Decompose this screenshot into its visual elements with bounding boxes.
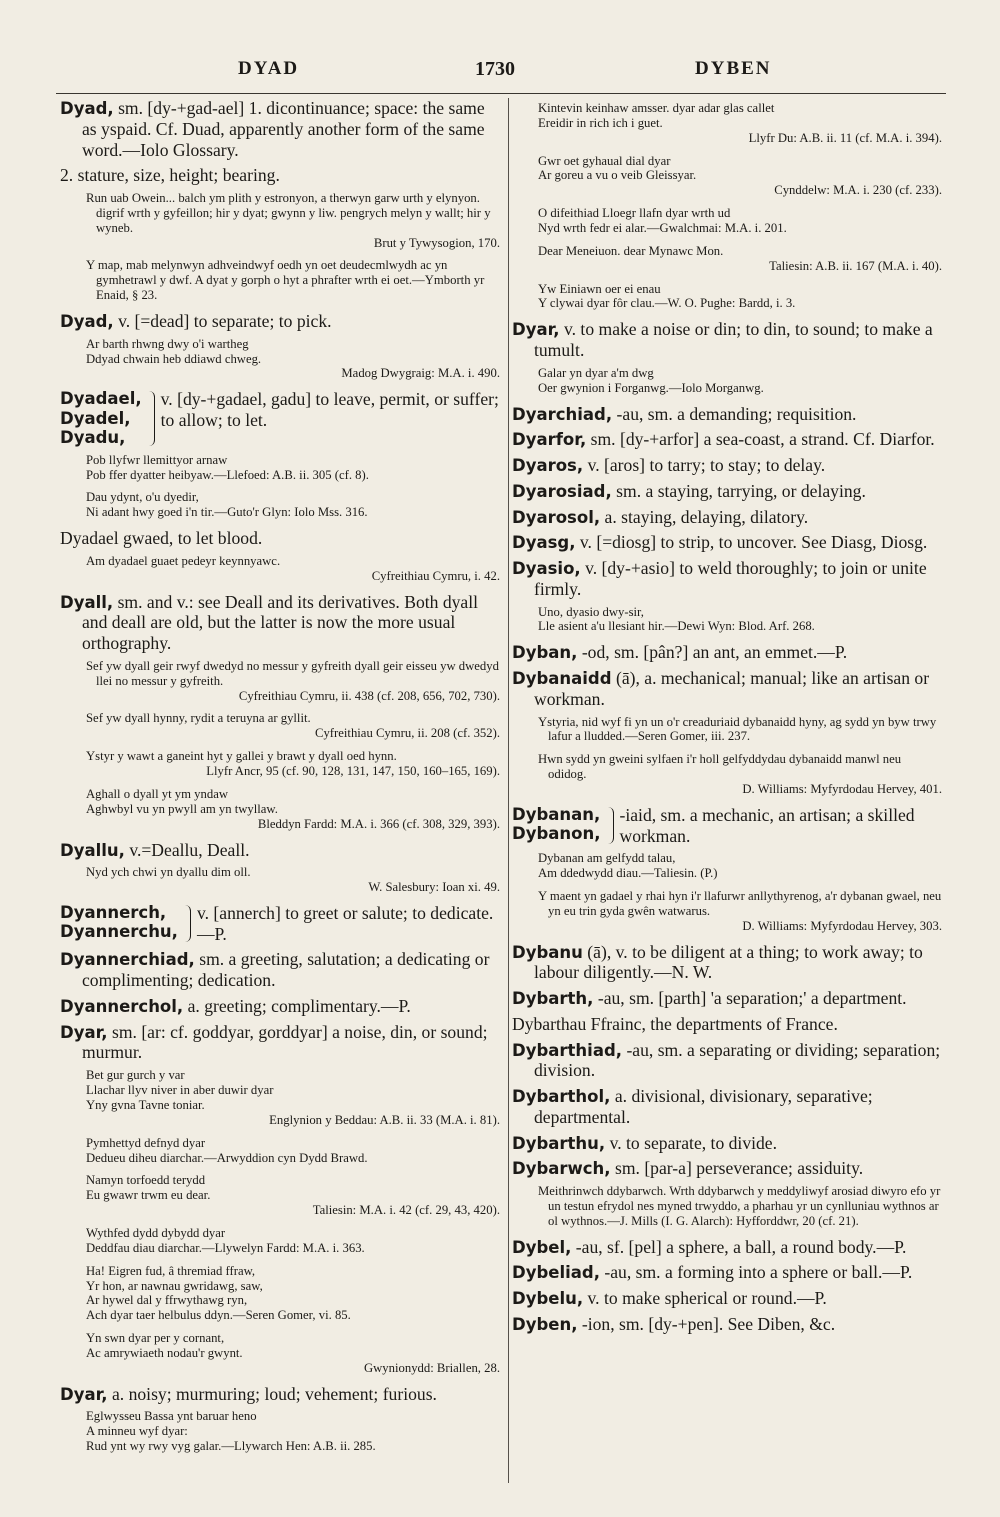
running-head (30, 58, 970, 88)
column-divider (508, 98, 509, 1483)
citation-line: Am dyadael guaet pedeyr keynnyawc. (86, 553, 281, 568)
headword: Dyarfor, (512, 430, 587, 450)
citation-line: Ac amrywiaeth nodau'r gwynt. (86, 1345, 243, 1360)
citation (86, 1331, 500, 1376)
citation-source: Brut y Tywysogion, 170. (373, 235, 500, 250)
citation (538, 244, 942, 274)
citation-line: Gwr oet gyhaual dial dyar (538, 153, 671, 168)
definition: -od, sm. [pân?] an ant, an emmet.—P. (581, 642, 848, 663)
citation-line: Hwn sydd yn gweini sylfaen i'r holl gelfyddydau dybanaidd manwl neu odidog. (538, 752, 902, 782)
dictionary-entry (512, 668, 942, 710)
dictionary-entry (512, 1314, 942, 1335)
headword: Dyadu, (60, 428, 126, 448)
citation-line: Ystyria, nid wyf fi yn un o'r creaduriaid dybanaidd hyny, ag sydd yn byw trwy lafur a lludded.—Seren Gomer, iii. 237. (538, 714, 937, 744)
citation-line: Dau ydynt, o'u dyedir, (86, 490, 199, 505)
dictionary-entry (512, 1288, 942, 1309)
definition: a. divisional, divisionary, separative; departmental. (534, 1086, 873, 1127)
citation (86, 865, 500, 895)
definition: -au, sm. a forming into a sphere or ball.—P. (604, 1262, 913, 1283)
dictionary-entry (60, 949, 500, 991)
sub-sense: Dyadael gwaed, to let blood. (60, 528, 263, 549)
citation-line: Dybanan am gelfydd talau, (538, 851, 676, 866)
definition: sm. a greeting, salutation; a dedicating or complimenting; dedication. (82, 949, 490, 991)
headword: Dyall, (60, 592, 114, 612)
citation-source: Madog Dwygraig: M.A. i. 490. (341, 366, 500, 381)
headword: Dyannerchol, (60, 996, 184, 1016)
citation (86, 337, 500, 382)
headword: Dyban, (512, 643, 578, 663)
headword: Dybarthol, (512, 1087, 611, 1107)
citation-line: Bet gur gurch y var (86, 1068, 185, 1083)
citation-line: Namyn torfoedd terydd (86, 1173, 206, 1188)
citation (86, 1409, 500, 1454)
definition: a. greeting; complimentary.—P. (187, 995, 411, 1016)
dictionary-entry (60, 98, 500, 160)
dictionary-entry (60, 1022, 500, 1064)
dictionary-entry (512, 558, 942, 600)
citation (538, 101, 942, 146)
dictionary-entry (512, 1133, 942, 1154)
citation-line: Nyd ych chwi yn dyallu dim oll. (86, 865, 251, 880)
headword: Dyaros, (512, 456, 584, 476)
citation-line: Eglwysseu Bassa ynt baruar heno (86, 1409, 257, 1424)
citation (538, 605, 942, 635)
definition: (ā), v. to be diligent at a thing; to work away; to labour diligently.—N. W. (534, 941, 923, 983)
headword: Dyannerchu, (60, 922, 178, 942)
definition: sm. [dy-+arfor] a sea-coast, a strand. Cf. Diarfor. (590, 429, 935, 450)
citation (86, 490, 500, 520)
headword: Dyarosol, (512, 507, 601, 527)
citation-line: Aghwbyl vu yn pwyll am yn twyllaw. (86, 801, 278, 816)
citation-source: Englynion y Beddau: A.B. ii. 33 (M.A. i. 81). (269, 1112, 500, 1127)
citation-source: Cyfreithiau Cymru, ii. 208 (cf. 352). (315, 726, 500, 741)
dictionary-entry (512, 942, 942, 984)
headword: Dyad, (60, 99, 114, 118)
definition: v. to make spherical or round.—P. (587, 1288, 827, 1309)
citation-line: Lle asient a'u llesiant hir.—Dewi Wyn: Blod. Arf. 268. (538, 619, 815, 634)
headword: Dybarth, (512, 989, 594, 1009)
definition: a. staying, delaying, dilatory. (604, 506, 809, 527)
citation-line: Dear Meneiuon. dear Mynawc Mon. (538, 243, 724, 258)
citation-line: Y maent yn gadael y rhai hyn i'r llafurwr anllythyrenog, a'r dybanan gwael, neu yn eu trin gyda gwên watwarus. (538, 889, 942, 918)
citation-line: Pymhettyd defnyd dyar (86, 1135, 206, 1150)
citation-source: Cyfreithiau Cymru, i. 42. (371, 568, 500, 583)
citation-line: Pob ffer dyatter heibyaw.—Llefoed: A.B. ii. 305 (cf. 8). (86, 467, 369, 482)
grouped-entry (512, 805, 942, 847)
citation-line: Yr hon, ar nawnau gwridawg, saw, (86, 1278, 263, 1293)
citation-source: D. Williams: Myfyrdodau Hervey, 303. (742, 918, 942, 933)
definition: a. noisy; murmuring; loud; vehement; furious. (111, 1383, 437, 1404)
citation-line: Wythfed dydd dybydd dyar (86, 1225, 226, 1240)
dictionary-entry (512, 507, 942, 528)
citation-line: Sef yw dyall geir rwyf dwedyd no messur y gyfreith dyall geir eisseu yw dwedyd llei no messur y gyfreith. (86, 658, 499, 688)
headword: Dyarosiad, (512, 481, 612, 501)
headword: Dybarthu, (512, 1133, 606, 1153)
citation (86, 258, 500, 303)
citation-source: D. Williams: Myfyrdodau Hervey, 401. (742, 781, 942, 796)
citation-line: Am ddedwydd diau.—Taliesin. (P.) (538, 866, 718, 881)
definition: -au, sm. [parth] 'a separation;' a department. (597, 988, 907, 1009)
citation-source: Llyfr Ancr, 95 (cf. 90, 128, 131, 147, 150, 160–165, 169). (206, 764, 500, 779)
definition: v. [dy-+gadael, gadu] to leave, permit, or suffer; to allow; to let. (160, 389, 499, 431)
dictionary-entry (512, 429, 942, 450)
citation-line: Uno, dyasio dwy-sir, (538, 604, 644, 619)
citation (86, 453, 500, 483)
citation-line: Yny gvna Tavne toniar. (86, 1097, 205, 1112)
headword: Dyar, (60, 1384, 108, 1404)
dictionary-entry (512, 481, 942, 502)
dictionary-entry (512, 404, 942, 425)
headword: Dybeliad, (512, 1263, 600, 1283)
citation-line: Ar hywel dal y ffrwythawg ryn, (86, 1293, 248, 1308)
definition: v. [=diosg] to strip, to uncover. See Diasg, Diosg. (579, 532, 928, 553)
headword: Dyarchiad, (512, 404, 613, 424)
citation (538, 154, 942, 199)
headword: Dyannerchiad, (60, 950, 195, 970)
headword: Dyar, (512, 320, 560, 340)
headword: Dyannerch, (60, 902, 167, 922)
page-number: 1730 (475, 58, 515, 80)
citation (86, 659, 500, 704)
citation-line: Run uab Owein... balch ym plith y estronyon, a therwyn garw urth y elynyon. digrif wrth y gyfeillon; hir y dyat; gwynn y liw. pengrych melyn y wallt; hir y wyneb. (86, 191, 491, 235)
dictionary-entry (512, 532, 942, 553)
citation-line: Deddfau diau diarchar.—Llywelyn Fardd: M.A. i. 363. (86, 1240, 365, 1255)
citation-line: Ddyad chwain heb ddiawd chweg. (86, 351, 262, 366)
citation-source: Taliesin: M.A. i. 42 (cf. 29, 43, 420). (312, 1203, 500, 1218)
citation-line: Y clywai dyar fôr clau.—W. O. Pughe: Bardd, i. 3. (538, 296, 796, 311)
definition: -au, sm. a separating or dividing; separation; division. (534, 1039, 941, 1081)
citation-line: Meithrinwch ddybarwch. Wrth ddybarwch y meddyliwyf arosiad diwyro efo yr un testun efrydol nes myned trwyddo, a pharhau yr un cynlluniau wythnos ar ol wythnos.—J. Mills (I. G. Alarch): Hyfforddwr, 20 (cf. 21). (538, 1184, 941, 1228)
citation-source: Taliesin: A.B. ii. 167 (M.A. i. 40). (769, 258, 942, 273)
running-head-left: DYAD (238, 58, 300, 79)
citation (86, 1173, 500, 1218)
citation-line: Aghall o dyall yt ym yndaw (86, 786, 229, 801)
definition: v. [aros] to tarry; to stay; to delay. (587, 455, 826, 476)
dictionary-entry (512, 319, 942, 361)
dictionary-entry (512, 1262, 942, 1283)
headword: Dyasg, (512, 533, 576, 553)
citation-line: Yw Einiawn oer ei enau (538, 281, 661, 296)
dictionary-entry (512, 1158, 942, 1179)
citation-line: Ach dyar taer helbulus ddyn.—Seren Gomer, vi. 85. (86, 1308, 351, 1323)
headword: Dyadel, (60, 408, 131, 428)
citation (86, 191, 500, 250)
citation-line: Nyd wrth fedr ei alar.—Gwalchmai: M.A. i. 201. (538, 221, 787, 236)
headword-group (60, 389, 142, 447)
definition: sm. [ar: cf. goddyar, gorddyar] a noise, din, or sound; murmur. (82, 1021, 488, 1063)
citation-source: Cyfreithiau Cymru, ii. 438 (cf. 208, 656, 702, 730). (238, 688, 500, 703)
citation (538, 1184, 942, 1229)
citation (538, 282, 942, 312)
citation-source: Cynddelw: M.A. i. 230 (cf. 233). (774, 183, 942, 198)
citation-line: A minneu wyf dyar: (86, 1424, 188, 1439)
citation-line: Llachar llyv niver in aber duwir dyar (86, 1083, 274, 1098)
citation-line: Ha! Eigren fud, â thremiad ffraw, (86, 1263, 256, 1278)
headword: Dyadael, (60, 389, 142, 409)
citation (86, 554, 500, 584)
citation-line: Ystyr y wawt a ganeint hyt y gallei y brawt y dyall oed hynn. (86, 749, 397, 764)
definition: sm. a staying, tarrying, or delaying. (616, 480, 866, 501)
dictionary-entry (60, 1384, 500, 1405)
citation (86, 1264, 500, 1323)
definition: -ion, sm. [dy-+pen]. See Diben, &c. (581, 1313, 836, 1334)
dictionary-entry (512, 1040, 942, 1082)
citation-line: Ereidir in rich ich i guet. (538, 115, 663, 130)
citation (538, 715, 942, 745)
dictionary-entry (512, 1086, 942, 1128)
headword: Dyasio, (512, 559, 581, 579)
citation-line: Dedueu diheu diarchar.—Arwyddion cyn Dydd Brawd. (86, 1150, 368, 1165)
citation-line: Sef yw dyall hynny, rydit a teruyna ar gyllit. (86, 711, 311, 726)
citation (86, 711, 500, 741)
headword: Dyar, (60, 1022, 108, 1042)
dictionary-entry (60, 592, 500, 654)
headword: Dybarwch, (512, 1159, 611, 1179)
dictionary-entry (512, 642, 942, 663)
citation-line: Kintevin keinhaw amsser. dyar adar glas callet (538, 101, 775, 115)
citation-line: Ar goreu a vu o veib Gleissyar. (538, 168, 697, 183)
definition: -iaid, sm. a mechanic, an artisan; a skilled workman. (619, 804, 915, 846)
headword: Dybanu (512, 942, 583, 962)
citation-line: Yn swn dyar per y cornant, (86, 1331, 225, 1346)
brace (180, 905, 191, 943)
citation-source: Llyfr Du: A.B. ii. 11 (cf. M.A. i. 394). (748, 130, 942, 145)
definition: v.=Deallu, Deall. (129, 839, 250, 860)
citation-source: W. Salesbury: Ioan xi. 49. (368, 880, 500, 895)
right-column (512, 98, 942, 1340)
headword-group (60, 903, 178, 945)
grouped-entry (60, 903, 500, 945)
headword: Dybarthiad, (512, 1040, 623, 1060)
citation-line: Ni adant hwy goed i'n tir.—Guto'r Glyn: Iolo Mss. 316. (86, 505, 368, 520)
citation-line: Galar yn dyar a'm dwg (538, 365, 654, 380)
citation (86, 787, 500, 832)
citation (538, 889, 942, 934)
dictionary-entry (60, 840, 500, 861)
definition: v. to make a noise or din; to din, to sound; to make a tumult. (534, 319, 933, 361)
headword: Dyben, (512, 1314, 578, 1334)
brace (144, 391, 155, 445)
citation-line: Rud ynt wy rwy vyg galar.—Llywarch Hen: A.B. ii. 285. (86, 1439, 376, 1454)
citation (538, 206, 942, 236)
brace (603, 807, 614, 845)
definition: sm. and v.: see Deall and its derivatives. Both dyall and deall are old, but the latter is now the more usual orthography. (82, 591, 479, 654)
headword: Dyallu, (60, 840, 125, 860)
dictionary-entry (512, 1237, 942, 1258)
headword: Dybanaidd (512, 669, 612, 688)
citation-line: Oer gwynion i Forganwg.—Iolo Morganwg. (538, 380, 764, 395)
citation (86, 749, 500, 779)
definition: sm. [par-a] perseverance; assiduity. (614, 1158, 864, 1179)
definition: -au, sf. [pel] a sphere, a ball, a round body.—P. (575, 1236, 907, 1257)
citation (538, 366, 942, 396)
running-head-right: DYBEN (695, 58, 772, 79)
definition: v. [dy-+asio] to weld thoroughly; to join or unite firmly. (534, 558, 927, 599)
citation-line: Pob llyfwr llemittyor arnaw (86, 452, 228, 467)
dictionary-entry (512, 455, 942, 476)
citation-line: Y map, mab melynwyn adhveindwyf oedh yn oet deudecmlwydh ac yn gymhetrawl y dwf. A dyat y gorph o hyt a phrafter wrth ei oet.—Ymborth yr Enaid, § 23. (86, 258, 485, 303)
dictionary-entry (60, 311, 500, 332)
citation-line: Ar barth rhwng dwy o'i wartheg (86, 336, 249, 351)
definition: sm. [dy-+gad-ael] 1. dicontinuance; space: the same as yspaid. Cf. Duad, apparently another form of the same word.—Iolo Glossary. (82, 98, 485, 160)
headword: Dyad, (60, 312, 114, 332)
header-rule (56, 93, 946, 94)
headword: Dybel, (512, 1237, 572, 1257)
dictionary-entry (60, 996, 500, 1017)
definition: v. to separate, to divide. (609, 1132, 778, 1153)
definition: v. [annerch] to greet or salute; to dedicate.—P. (196, 902, 494, 944)
headword: Dybanan, (512, 804, 601, 824)
definition: (ā), a. mechanical; manual; like an artisan or workman. (534, 668, 930, 709)
definition: v. [=dead] to separate; to pick. (118, 311, 332, 332)
citation (86, 1226, 500, 1256)
headword-group (512, 805, 601, 847)
citation (86, 1068, 500, 1127)
grouped-entry (60, 389, 500, 447)
citation-line: O difeithiad Lloegr llafn dyar wrth ud (538, 206, 731, 221)
left-column (60, 98, 500, 1462)
sub-sense: Dybarthau Ffrainc, the departments of France. (512, 1013, 838, 1034)
citation-source: Bleddyn Fardd: M.A. i. 366 (cf. 308, 329, 393). (257, 816, 500, 831)
headword: Dybelu, (512, 1289, 584, 1309)
citation (86, 1136, 500, 1166)
citation-source: Gwynionydd: Briallen, 28. (363, 1360, 500, 1375)
sub-sense: 2. stature, size, height; bearing. (60, 165, 280, 186)
dictionary-entry (512, 988, 942, 1009)
citation (538, 851, 942, 881)
definition: -au, sm. a demanding; requisition. (616, 403, 857, 424)
citation (538, 752, 942, 797)
citation-line: Eu gwawr trwm eu dear. (86, 1188, 211, 1203)
headword: Dybanon, (512, 824, 601, 844)
